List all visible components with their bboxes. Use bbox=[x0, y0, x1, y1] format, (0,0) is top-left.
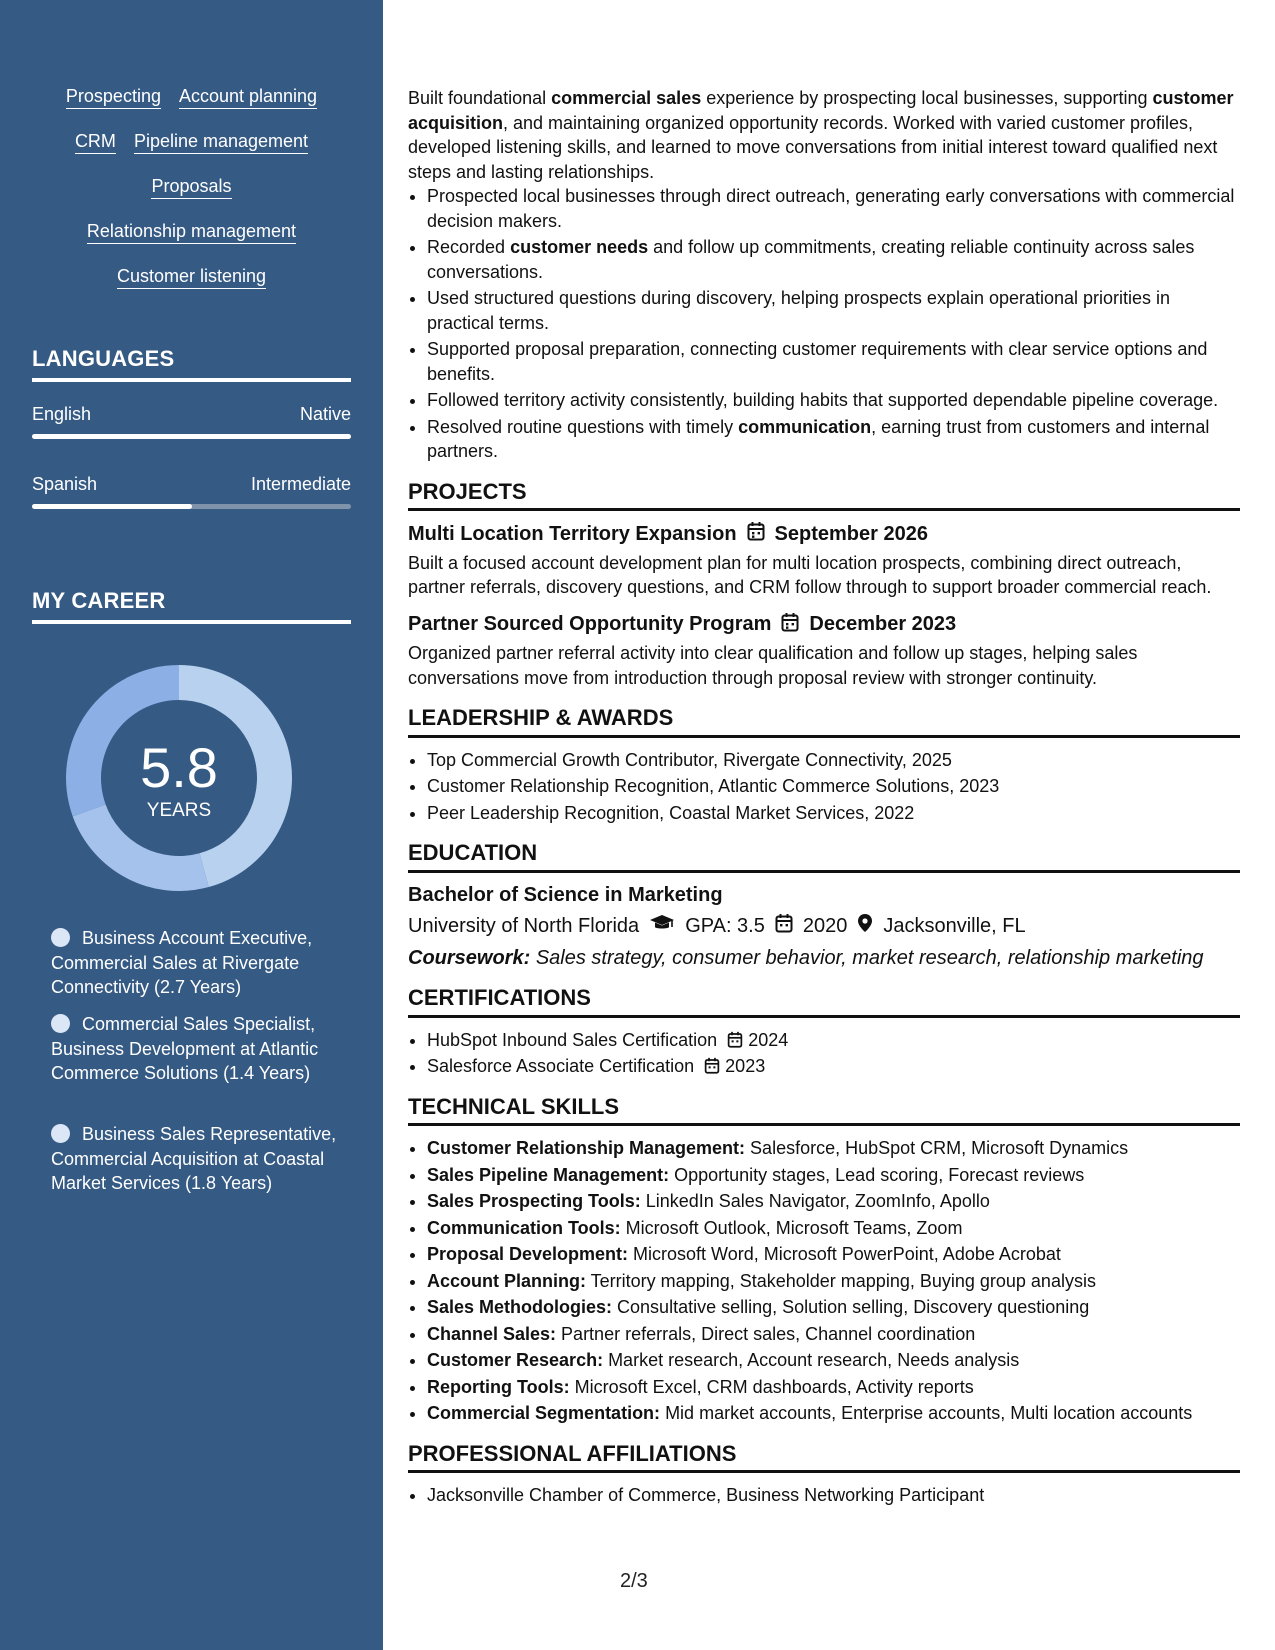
project-title: Multi Location Territory Expansion bbox=[408, 522, 737, 545]
skill-tag: Pipeline management bbox=[134, 131, 308, 154]
certification-year: 2023 bbox=[725, 1056, 766, 1076]
calendar-icon bbox=[704, 1056, 720, 1076]
skill-row bbox=[32, 266, 351, 311]
career-item-text: Business Sales Representative, Commercial Acquisition at Coastal Market Services (1.8 Years) bbox=[51, 1124, 337, 1193]
skill-label: Reporting Tools: bbox=[427, 1376, 570, 1397]
career-dot bbox=[51, 1124, 70, 1143]
list-item: • Customer Relationship Recognition, Atlantic Commerce Solutions, 2023 bbox=[427, 774, 1240, 799]
project-description: Organized partner referral activity into clear qualification and follow up stages, helping sales conversations move from introduction through proposal review with stronger continuity. bbox=[408, 643, 1138, 688]
skill-value: Market research, Account research, Needs analysis bbox=[603, 1350, 1020, 1370]
school-name: University of North Florida bbox=[408, 915, 640, 937]
affiliations-heading: PROFESSIONAL AFFILIATIONS bbox=[408, 1442, 1240, 1474]
list-item: • Supported proposal preparation, connecting customer requirements with clear service options and benefits. bbox=[427, 337, 1240, 386]
certification-name: Salesforce Associate Certification bbox=[427, 1056, 695, 1076]
skill-tag: Relationship management bbox=[87, 221, 296, 244]
language-english bbox=[32, 404, 351, 439]
skill-label: Account Planning: bbox=[427, 1270, 586, 1291]
skill-row bbox=[32, 86, 351, 131]
graduation-year: 2020 bbox=[802, 915, 848, 937]
coursework-text: Sales strategy, consumer behavior, market research, relationship marketing bbox=[535, 946, 1204, 969]
leadership-list bbox=[408, 748, 1240, 826]
skills-tags bbox=[32, 86, 351, 311]
project-description: Built a focused account development plan for multi location prospects, combining direct outreach, partner referrals, discovery questions, and CRM follow through to support broader commercial reach. bbox=[408, 552, 1212, 597]
location-pin-icon bbox=[857, 913, 873, 940]
list-item: • Peer Leadership Recognition, Coastal Market Services, 2022 bbox=[427, 801, 1240, 826]
certifications-list bbox=[408, 1028, 1240, 1079]
project-item bbox=[408, 521, 1240, 600]
skill-value: Partner referrals, Direct sales, Channel coordination bbox=[556, 1323, 976, 1344]
calendar-icon bbox=[747, 521, 765, 547]
list-item: • Top Commercial Growth Contributor, Rivergate Connectivity, 2025 bbox=[427, 748, 1240, 773]
skill-value: Territory mapping, Stakeholder mapping, Buying group analysis bbox=[586, 1270, 1096, 1291]
career-total: 5.8 bbox=[140, 736, 218, 799]
project-date: September 2026 bbox=[774, 522, 928, 545]
skill-label: Channel Sales: bbox=[427, 1323, 557, 1344]
experience-bullets bbox=[408, 184, 1240, 464]
graduation-cap-icon bbox=[649, 914, 675, 939]
list-item bbox=[427, 1269, 1240, 1294]
school-location: Jacksonville, FL bbox=[883, 915, 1026, 937]
language-spanish bbox=[32, 474, 351, 509]
calendar-icon bbox=[727, 1030, 743, 1050]
career-unit: YEARS bbox=[146, 800, 212, 821]
language-bar bbox=[32, 504, 351, 509]
list-item: • Prospected local businesses through direct outreach, generating early conversations with commercial decision makers. bbox=[427, 184, 1240, 233]
skill-value: Microsoft Word, Microsoft PowerPoint, Adobe Acrobat bbox=[628, 1244, 1061, 1264]
technical-skills-list bbox=[408, 1136, 1240, 1426]
skill-tag: Prospecting bbox=[66, 86, 161, 109]
skill-value: Opportunity stages, Lead scoring, Forecast reviews bbox=[669, 1164, 1085, 1185]
skill-tag: Customer listening bbox=[117, 266, 266, 289]
coursework bbox=[408, 946, 1240, 971]
list-item bbox=[427, 1242, 1240, 1267]
skill-label: Proposal Development: bbox=[427, 1244, 629, 1264]
skill-row bbox=[32, 176, 351, 221]
experience-summary: Built foundational commercial sales experience by prospecting local businesses, supporting customer acquisition, and maintaining organized opportunity records. Worked with varied customer profiles, developed listening skills, and learned to move conversations from initial interest toward qualified next steps and lasting relationships. bbox=[408, 88, 1234, 182]
skill-tag: Proposals bbox=[151, 176, 231, 199]
list-item bbox=[427, 1136, 1240, 1161]
list-item bbox=[427, 1348, 1240, 1373]
language-name: Spanish bbox=[32, 474, 98, 494]
sidebar bbox=[0, 0, 383, 1650]
skill-row bbox=[32, 221, 351, 266]
languages-heading: LANGUAGES bbox=[32, 346, 351, 382]
list-item: • Resolved routine questions with timely communication, earning trust from customers and internal partners. bbox=[427, 415, 1240, 464]
skill-label: Communication Tools: bbox=[427, 1217, 621, 1238]
list-item bbox=[427, 1028, 1240, 1053]
skill-value: Consultative selling, Solution selling, Discovery questioning bbox=[612, 1297, 1090, 1317]
skill-label: Sales Methodologies: bbox=[427, 1297, 613, 1317]
skill-label: Sales Prospecting Tools: bbox=[427, 1191, 641, 1211]
certification-name: HubSpot Inbound Sales Certification bbox=[427, 1029, 718, 1050]
language-level: Native bbox=[299, 404, 351, 424]
skill-value: Salesforce, HubSpot CRM, Microsoft Dynamics bbox=[745, 1138, 1129, 1158]
skill-row bbox=[32, 131, 351, 176]
language-bar-fill bbox=[32, 504, 192, 509]
list-item: • Used structured questions during discovery, helping prospects explain operational priorities in practical terms. bbox=[427, 286, 1240, 335]
skill-value: Microsoft Excel, CRM dashboards, Activity reports bbox=[569, 1376, 974, 1397]
career-dot bbox=[51, 928, 70, 947]
list-item bbox=[427, 1322, 1240, 1347]
skill-label: Sales Pipeline Management: bbox=[427, 1164, 670, 1185]
list-item bbox=[427, 1163, 1240, 1188]
project-item bbox=[408, 612, 1240, 691]
skill-label: Customer Research: bbox=[427, 1350, 604, 1370]
technical-skills-heading: TECHNICAL SKILLS bbox=[408, 1095, 1240, 1127]
page-number: 2/3 bbox=[620, 1570, 648, 1592]
project-title: Partner Sourced Opportunity Program bbox=[408, 613, 772, 635]
calendar-icon bbox=[775, 913, 793, 940]
skill-tag: CRM bbox=[75, 131, 116, 154]
list-item: • Jacksonville Chamber of Commerce, Business Networking Participant bbox=[427, 1483, 1240, 1508]
certifications-heading: CERTIFICATIONS bbox=[408, 986, 1240, 1018]
language-bar bbox=[32, 434, 351, 439]
list-item bbox=[427, 1295, 1240, 1320]
career-heading: MY CAREER bbox=[32, 588, 351, 624]
career-dot bbox=[51, 1014, 70, 1033]
coursework-label: Coursework: bbox=[408, 946, 531, 969]
education-details bbox=[408, 913, 1240, 940]
list-item bbox=[427, 1401, 1240, 1426]
projects-heading: PROJECTS bbox=[408, 480, 1240, 512]
list-item bbox=[427, 1189, 1240, 1214]
skill-value: Mid market accounts, Enterprise accounts, Multi location accounts bbox=[660, 1403, 1193, 1423]
leadership-heading: LEADERSHIP & AWARDS bbox=[408, 706, 1240, 738]
main-content bbox=[408, 86, 1240, 1510]
career-item-text: Business Account Executive, Commercial Sales at Rivergate Connectivity (2.7 Years) bbox=[51, 928, 313, 997]
career-item bbox=[51, 1012, 341, 1086]
calendar-icon bbox=[781, 612, 799, 638]
career-donut bbox=[66, 665, 292, 891]
skill-label: Commercial Segmentation: bbox=[427, 1403, 661, 1423]
language-bar-fill bbox=[32, 434, 351, 439]
certification-year: 2024 bbox=[748, 1029, 789, 1050]
language-name: English bbox=[32, 404, 92, 424]
career-item bbox=[51, 926, 341, 1000]
list-item bbox=[427, 1216, 1240, 1241]
career-item bbox=[51, 1122, 341, 1196]
project-date: December 2023 bbox=[809, 613, 957, 635]
gpa: GPA: 3.5 bbox=[685, 915, 765, 937]
affiliations-list bbox=[408, 1483, 1240, 1508]
skill-value: LinkedIn Sales Navigator, ZoomInfo, Apollo bbox=[640, 1191, 990, 1211]
language-level: Intermediate bbox=[250, 474, 351, 494]
list-item: • Recorded customer needs and follow up commitments, creating reliable continuity across sales conversations. bbox=[427, 235, 1240, 284]
career-item-text: Commercial Sales Specialist, Business Development at Atlantic Commerce Solutions (1.4 Years) bbox=[51, 1014, 319, 1083]
education-heading: EDUCATION bbox=[408, 841, 1240, 873]
list-item bbox=[427, 1054, 1240, 1079]
list-item bbox=[427, 1375, 1240, 1400]
skill-tag: Account planning bbox=[179, 86, 317, 109]
list-item: • Followed territory activity consistently, building habits that supported dependable pipeline coverage. bbox=[427, 388, 1240, 413]
skill-value: Microsoft Outlook, Microsoft Teams, Zoom bbox=[620, 1217, 963, 1238]
degree-title: Bachelor of Science in Marketing bbox=[408, 883, 723, 906]
skill-label: Customer Relationship Management: bbox=[427, 1138, 746, 1158]
